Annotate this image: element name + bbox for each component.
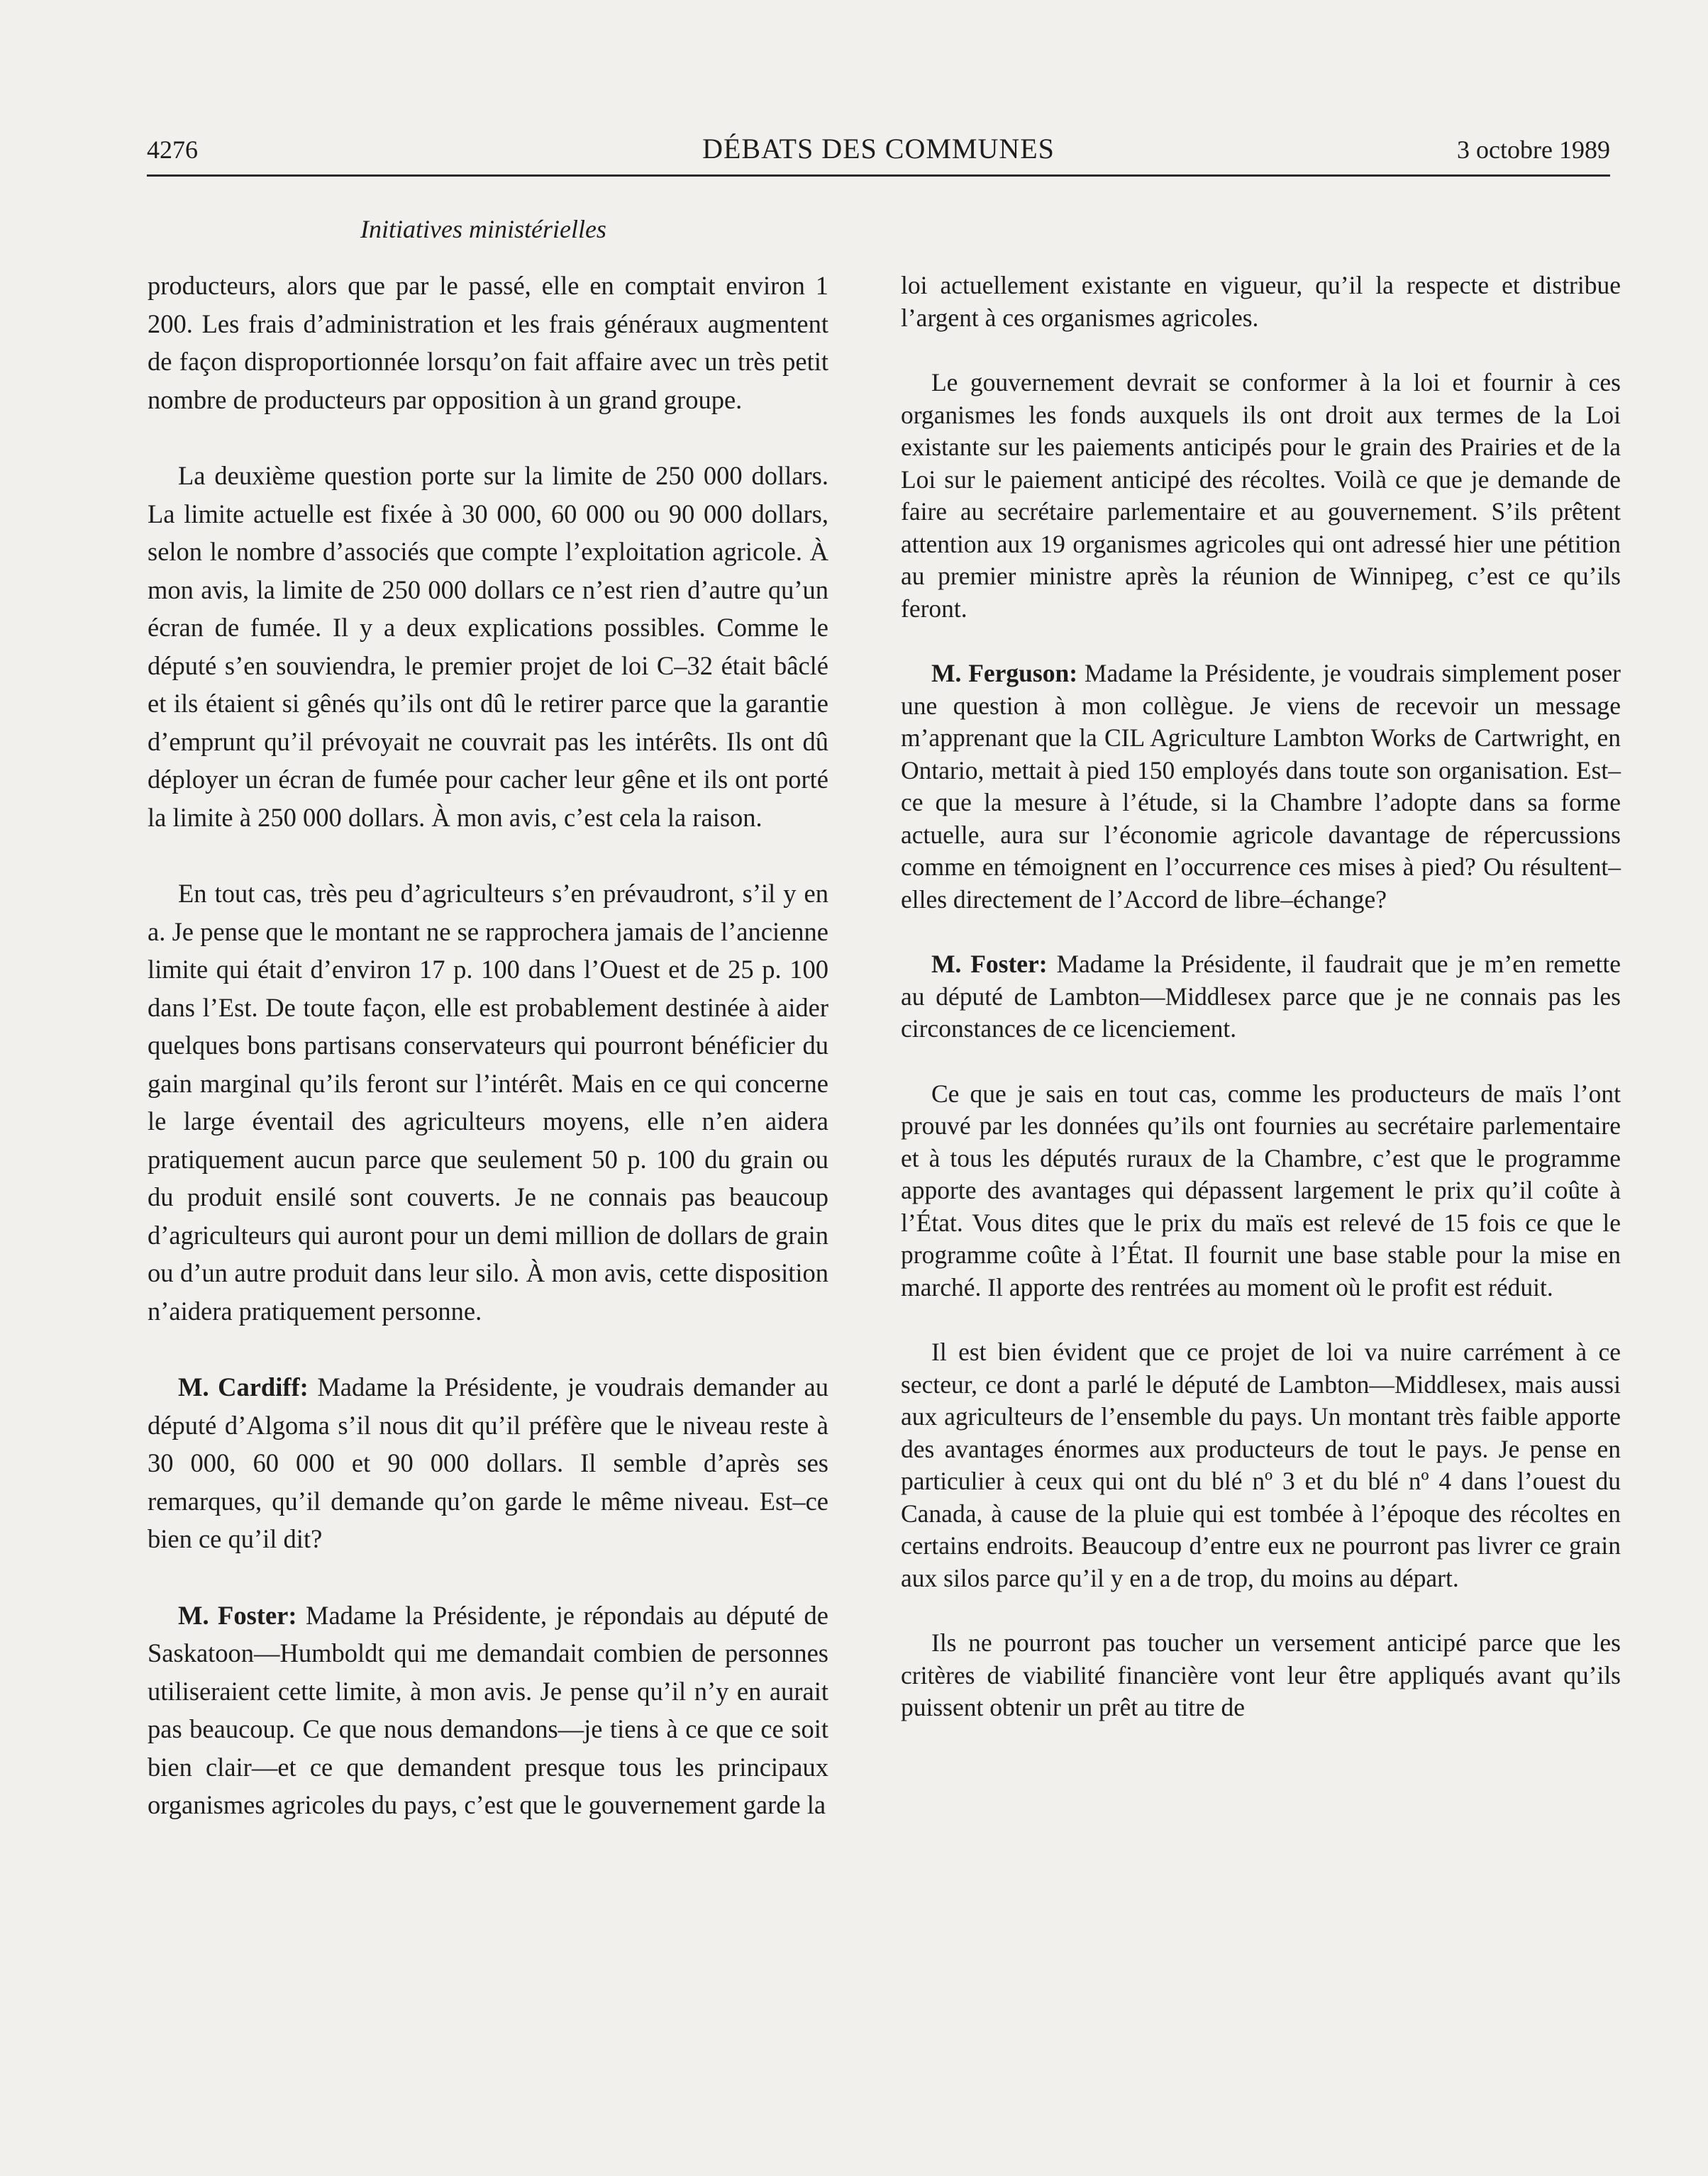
- paragraph: [148, 457, 828, 836]
- publication-title: DÉBATS DES COMMUNES: [702, 133, 1055, 165]
- paragraph: [901, 367, 1621, 625]
- paragraph: [148, 267, 828, 418]
- paragraph: [148, 1368, 828, 1558]
- paragraph: [901, 1336, 1621, 1594]
- speaker-name: M. Foster:: [931, 950, 1048, 978]
- paragraph-text: Il est bien évident que ce projet de loi va nuire carrément à ce secteur, ce dont a parlé le député de Lambton—Middlesex, mais aussi aux agriculteurs de l’ensemble du pays. Un montant très faible apporte des avantages énormes aux producteurs de tout le pays. Je pense en particulier à ceux qui ont du blé nº 3 et du blé nº 4 dans l’ouest du Canada, à cause de la pluie qui est tombée à l’époque des récoltes en certains endroits. Beaucoup d’entre eux ne pourront pas livrer ce grain aux silos parce qu’il y en a de trop, du moins au départ.: [901, 1338, 1621, 1592]
- left-column: [148, 267, 828, 1863]
- paragraph-text: Ce que je sais en tout cas, comme les producteurs de maïs l’ont prouvé par les données qu’ils ont fournies au secrétaire parlementaire et à tous les députés ruraux de la Chambre, c’est que le programme apporte des avantages qui dépassent largement le prix qu’il coûte à l’État. Vous dites que le prix du maïs est relevé de 15 fois ce que le programme coûte à l’État. Il fournit une base stable pour la mise en marché. Il apporte des rentrées au moment où le profit est réduit.: [901, 1079, 1621, 1301]
- paragraph-text: producteurs, alors que par le passé, elle en comptait environ 1 200. Les frais d’administration et les frais généraux augmentent de façon disproportionnée lorsqu’on fait affaire avec un très petit nombre de producteurs par opposition à un grand groupe.: [148, 271, 828, 414]
- paragraph-text: Madame la Présidente, je répondais au député de Saskatoon—Humboldt qui me demandait combien de personnes utiliseraient cette limite, à mon avis. Je pense qu’il n’y en aurait pas beaucoup. Ce que nous demandons—je tiens à ce que ce soit bien clair—et ce que demandent presque tous les principaux organismes agricoles du pays, c’est que le gouvernement garde la: [148, 1600, 828, 1819]
- paragraph-text: Madame la Présidente, je voudrais simplement poser une question à mon collègue. Je viens de recevoir un message m’apprenant que la CIL Agriculture Lambton Works de Cartwright, en Ontario, mettait à pied 150 employés dans toute son organisation. Est–ce que la mesure à l’étude, si la Chambre l’adopte dans sa forme actuelle, aura sur l’économie agricole davantage de répercussions comme en témoignent en l’occurrence ces mises à pied? Ou résultent–elles directement de l’Accord de libre–échange?: [901, 659, 1621, 914]
- section-heading: Initiatives ministérielles: [360, 215, 606, 243]
- paragraph-text: Le gouvernement devrait se conformer à la loi et fournir à ces organismes les fonds auxquels ils ont droit aux termes de la Loi existante sur les paiements anticipés pour le grain des Prairies et de la Loi sur le paiement anticipé des récoltes. Voilà ce que je demande de faire au secrétaire parlementaire et au gouvernement. S’ils prêtent attention aux 19 organismes agricoles qui ont adressé hier une pétition au premier ministre après la réunion de Winnipeg, c’est ce qu’ils feront.: [901, 368, 1621, 623]
- paragraph: [901, 948, 1621, 1045]
- paragraph: [901, 1078, 1621, 1304]
- paragraph: [901, 1627, 1621, 1724]
- paragraph-text: Ils ne pourront pas toucher un versement anticipé parce que les critères de viabilité financière vont leur être appliqués avant qu’ils puissent obtenir un prêt au titre de: [901, 1628, 1621, 1721]
- paragraph: [148, 875, 828, 1330]
- speaker-name: M. Ferguson:: [931, 659, 1078, 687]
- paragraph-text: En tout cas, très peu d’agriculteurs s’en prévaudront, s’il y en a. Je pense que le montant ne se rapprochera jamais de l’ancienne limite qui était d’environ 17 p. 100 dans l’Ouest et de 25 p. 100 dans l’Est. De toute façon, elle est probablement destinée à aider quelques bons partisans conservateurs qui pourront bénéficier du gain marginal qu’ils feront sur l’intérêt. Mais en ce qui concerne le large éventail des agriculteurs moyens, elle n’en aidera pratiquement aucun parce que seulement 50 p. 100 du grain ou du produit ensilé sont couverts. Je ne connais pas beaucoup d’agriculteurs qui auront pour un demi million de dollars de grain ou d’un autre produit dans leur silo. À mon avis, cette disposition n’aidera pratiquement personne.: [148, 879, 828, 1326]
- speaker-name: M. Cardiff:: [178, 1372, 309, 1401]
- right-column: [901, 270, 1621, 1757]
- speaker-name: M. Foster:: [178, 1600, 297, 1630]
- publication-date: 3 octobre 1989: [1457, 135, 1610, 164]
- paragraph-text: loi actuellement existante en vigueur, qu’il la respecte et distribue l’argent à ces organismes agricoles.: [901, 271, 1621, 332]
- page-number: 4276: [147, 135, 198, 164]
- paragraph: [148, 1597, 828, 1824]
- paragraph-text: La deuxième question porte sur la limite de 250 000 dollars. La limite actuelle est fixée à 30 000, 60 000 ou 90 000 dollars, selon le nombre d’associés que compte l’exploitation agricole. À mon avis, la limite de 250 000 dollars ce n’est rien d’autre qu’un écran de fumée. Il y a deux explications possibles. Comme le député s’en souviendra, le premier projet de loi C–32 était bâclé et ils étaient si gênés qu’ils ont dû le retirer parce que la garantie d’emprunt qu’il prévoyait ne couvrait pas les intérêts. Ils ont dû déployer un écran de fumée pour cacher leur gêne et ils ont porté la limite à 250 000 dollars. À mon avis, c’est cela la raison.: [148, 461, 828, 832]
- paragraph: [901, 270, 1621, 334]
- paragraph: [901, 657, 1621, 916]
- paragraph-text: Madame la Présidente, je voudrais demander au député d’Algoma s’il nous dit qu’il préfère que le niveau reste à 30 000, 60 000 et 90 000 dollars. Il semble d’après ses remarques, qu’il demande qu’on garde le même niveau. Est–ce bien ce qu’il dit?: [148, 1372, 829, 1553]
- paragraph-text: Madame la Présidente, il faudrait que je m’en remette au député de Lambton—Middlesex parce que je ne connais pas les circonstances de ce licenciement.: [901, 950, 1621, 1043]
- page-header: [147, 135, 1610, 177]
